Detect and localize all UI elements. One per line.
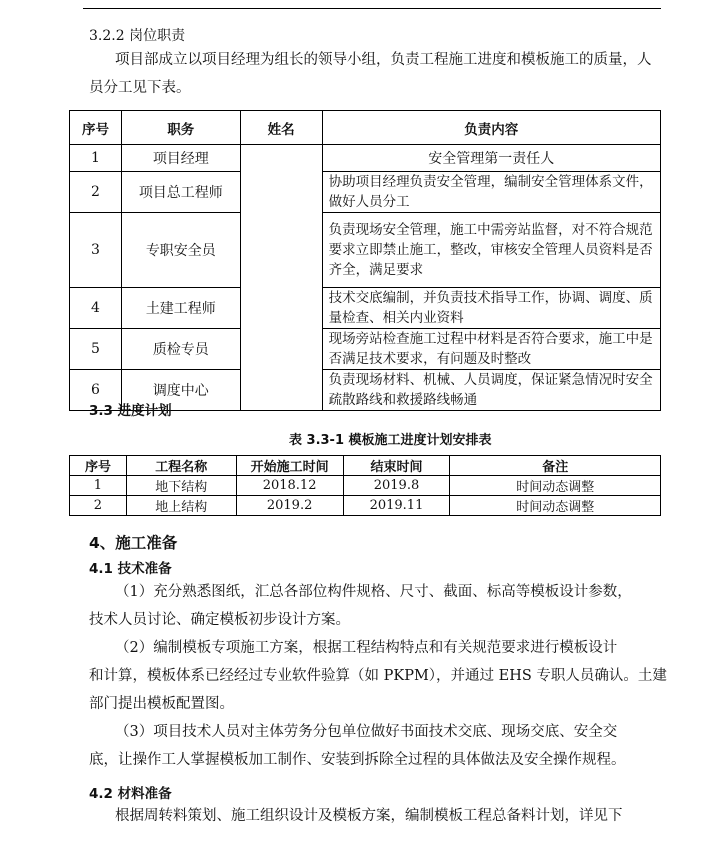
row-start: 2018.12 <box>236 476 343 496</box>
row-title: 调度中心 <box>121 370 240 411</box>
row-no: 1 <box>70 145 122 172</box>
row-title: 质检专员 <box>121 329 240 370</box>
top-rule <box>83 8 661 9</box>
intro-line-1: 项目部成立以项目经理为组长的领导小组，负责工程施工进度和模板施工的质量，人 <box>115 52 652 68</box>
row-title: 土建工程师 <box>121 288 240 329</box>
table-row <box>70 329 661 370</box>
row-note: 时间动态调整 <box>450 476 661 496</box>
col-header-no: 序号 <box>70 111 122 145</box>
row-duty: 技术交底编制，并负责技术指导工作，协调、调度、质量检查、相关内业资料 <box>322 288 660 329</box>
col-header-start: 开始施工时间 <box>236 456 343 476</box>
row-duty: 安全管理第一责任人 <box>322 145 660 172</box>
schedule-table <box>69 455 661 516</box>
row-project: 地下结构 <box>126 476 236 496</box>
row-duty: 负责现场安全管理，施工中需旁站监督，对不符合规范要求立即禁止施工，整改，审核安全管理人员资料是否齐全，满足要求 <box>322 213 660 288</box>
row-note: 时间动态调整 <box>450 496 661 516</box>
para-3-line-2: 底，让操作工人掌握模板加工制作、安装到拆除全过程的具体做法及安全操作规程。 <box>89 752 626 768</box>
row-no: 5 <box>70 329 122 370</box>
row-project: 地上结构 <box>126 496 236 516</box>
col-header-note: 备注 <box>450 456 661 476</box>
col-header-no: 序号 <box>70 456 127 476</box>
para-2-line-2: 和计算，模板体系已经经过专业软件验算（如 PKPM），并通过 EHS 专职人员确认。土建 <box>89 668 667 684</box>
row-no: 3 <box>70 213 122 288</box>
schedule-table-header <box>70 456 661 476</box>
table-row <box>70 172 661 213</box>
row-title: 项目经理 <box>121 145 240 172</box>
col-header-title: 职务 <box>121 111 240 145</box>
row-no: 1 <box>70 476 127 496</box>
table-row <box>70 145 661 172</box>
section-heading-41: 4.1 技术准备 <box>89 561 172 577</box>
row-title: 项目总工程师 <box>121 172 240 213</box>
row-no: 4 <box>70 288 122 329</box>
intro-line-2: 员分工见下表。 <box>89 80 191 96</box>
row-no: 2 <box>70 172 122 213</box>
row-duty: 负责现场材料、机械、人员调度，保证紧急情况时安全疏散路线和救援路线畅通 <box>322 370 660 411</box>
para-1-line-2: 技术人员讨论、确定模板初步设计方案。 <box>89 612 350 628</box>
row-start: 2019.2 <box>236 496 343 516</box>
col-header-name: 姓名 <box>240 111 322 145</box>
table-row <box>70 213 661 288</box>
row-title: 专职安全员 <box>121 213 240 288</box>
roles-table <box>69 110 661 411</box>
table-row <box>70 288 661 329</box>
col-header-project: 工程名称 <box>126 456 236 476</box>
row-no: 6 <box>70 370 122 411</box>
roles-table-header <box>70 111 661 145</box>
col-header-duty: 负责内容 <box>322 111 660 145</box>
para-3-line-1: （3）项目技术人员对主体劳务分包单位做好书面技术交底、现场交底、安全交 <box>115 724 618 740</box>
table-row <box>70 476 661 496</box>
table-caption: 表 3.3-1 模板施工进度计划安排表 <box>289 433 492 448</box>
section-heading-322: 3.2.2 岗位职责 <box>89 28 186 44</box>
row-end: 2019.11 <box>343 496 450 516</box>
para-1-line-1: （1）充分熟悉图纸，汇总各部位构件规格、尺寸、截面、标高等模板设计参数， <box>115 584 632 600</box>
row-duty: 现场旁站检查施工过程中材料是否符合要求，施工中是否满足技术要求，有问题及时整改 <box>322 329 660 370</box>
row-duty: 协助项目经理负责安全管理，编制安全管理体系文件，做好人员分工 <box>322 172 660 213</box>
col-header-end: 结束时间 <box>343 456 450 476</box>
para-2-line-3: 部门提出模板配置图。 <box>89 696 234 712</box>
para-4-line-1: 根据周转料策划、施工组织设计及模板方案，编制模板工程总备料计划，详见下 <box>115 808 623 824</box>
section-heading-33: 3.3 进度计划 <box>89 403 172 419</box>
row-name <box>240 145 322 411</box>
row-end: 2019.8 <box>343 476 450 496</box>
section-heading-4: 4、施工准备 <box>89 534 178 552</box>
row-no: 2 <box>70 496 127 516</box>
table-row <box>70 496 661 516</box>
section-heading-42: 4.2 材料准备 <box>89 786 172 802</box>
para-2-line-1: （2）编制模板专项施工方案，根据工程结构特点和有关规范要求进行模板设计 <box>115 640 618 656</box>
